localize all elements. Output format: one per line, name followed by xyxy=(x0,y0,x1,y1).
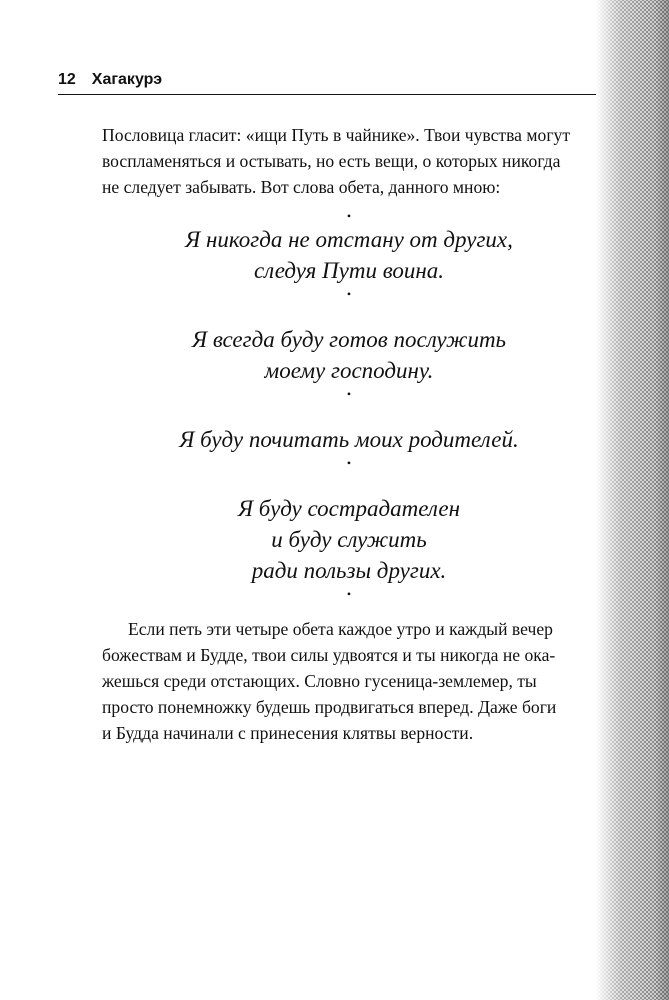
separator-bullet: • xyxy=(346,587,352,601)
vow-line: моему господину. xyxy=(264,358,434,383)
separator-bullet: • xyxy=(346,456,352,470)
page-content xyxy=(102,122,596,746)
vow-line: ради пользы других. xyxy=(251,558,447,583)
separator-bullet: • xyxy=(346,209,352,223)
text-line: Если петь эти четыре обета каждое утро и каждый вечер xyxy=(128,619,553,639)
page-number: 12 xyxy=(58,71,76,88)
vow-1 xyxy=(102,224,596,286)
vow-line: и буду служить xyxy=(271,527,427,552)
conclusion-paragraph xyxy=(102,616,596,746)
separator-bullet: • xyxy=(346,387,352,401)
text-line: и Будда начинали с принесения клятвы верности. xyxy=(102,723,474,743)
vow-line: Я всегда буду готов послужить xyxy=(191,327,507,352)
vow-4 xyxy=(102,493,596,586)
text-line: не следует забывать. Вот слова обета, данного мною: xyxy=(102,177,501,197)
vow-2 xyxy=(102,324,596,386)
running-header xyxy=(58,70,596,95)
vows-block xyxy=(102,208,596,602)
vow-line: Я буду почитать моих родителей. xyxy=(179,427,519,452)
text-line: просто понемножку будешь продвигаться вперед. Даже боги xyxy=(102,697,557,717)
vow-line: Я буду сострадателен xyxy=(237,496,461,521)
text-line: Пословица гласит: «ищи Путь в чайнике». Твои чувства могут xyxy=(102,125,571,145)
separator-bullet: • xyxy=(346,287,352,301)
text-line: воспламеняться и остывать, но есть вещи, о которых никогда xyxy=(102,151,561,171)
text-line: жешься среди отстающих. Словно гусеница-землемер, ты xyxy=(102,671,537,691)
intro-paragraph xyxy=(102,122,596,200)
book-title: Хагакурэ xyxy=(91,71,163,88)
text-line: божествам и Будде, твои силы удвоятся и ты никогда не ока- xyxy=(102,645,556,665)
vow-line: следуя Пути воина. xyxy=(253,258,445,283)
vow-line: Я никогда не отстану от других, xyxy=(185,227,513,252)
vow-3 xyxy=(102,424,596,455)
page-edge-shadow xyxy=(655,0,669,1000)
